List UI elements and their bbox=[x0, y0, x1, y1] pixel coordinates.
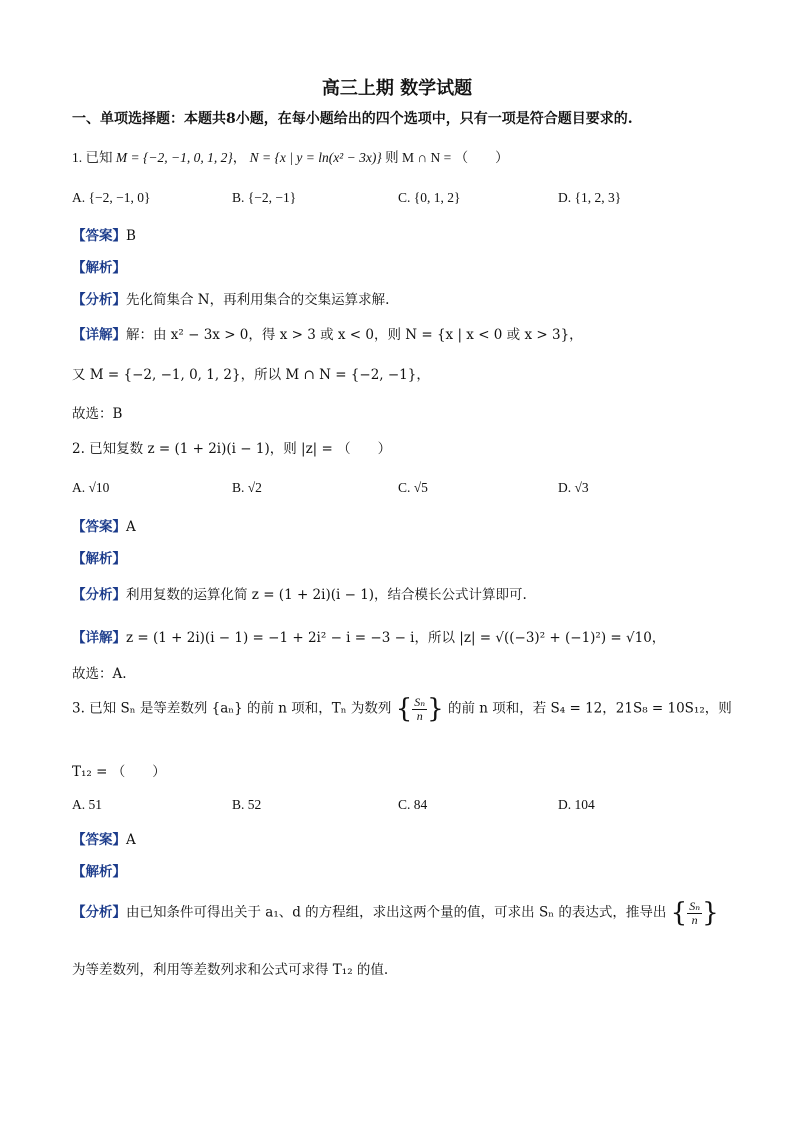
q1-option-b: B. {−2, −1} bbox=[232, 190, 297, 205]
q2-fenxi-text: 利用复数的运算化简 z = (1 + 2i)(i − 1)，结合模长公式计算即可. bbox=[126, 587, 527, 603]
q3-stem-part1: 3. 已知 Sₙ 是等差数列 {aₙ} 的前 n 项和，Tₙ 为数列 bbox=[72, 700, 392, 717]
analysis-label: 【解析】 bbox=[72, 260, 126, 276]
q2-answer bbox=[72, 515, 136, 535]
fenxi-label: 【分析】 bbox=[72, 292, 126, 308]
q1-set-m: M = {−2, −1, 0, 1, 2} bbox=[115, 150, 233, 165]
q2-analysis-heading bbox=[72, 547, 126, 567]
q2-options bbox=[72, 480, 732, 498]
left-brace-icon: { bbox=[395, 694, 413, 725]
q3-fenxi bbox=[72, 898, 719, 929]
q1-option-d: D. {1, 2, 3} bbox=[558, 190, 622, 205]
q1-options bbox=[72, 190, 732, 208]
q3-fenxi-text: 由已知条件可得出关于 a₁、d 的方程组，求出这两个量的值，可求出 Sₙ 的表达式，推导出 bbox=[126, 904, 667, 921]
q1-set-n: N = {x | y = ln(x² − 3x)} bbox=[249, 150, 382, 165]
q2-conclusion: 故选：A. bbox=[72, 666, 127, 682]
section-heading: 一、单项选择题：本题共8小题，在每小题给出的四个选项中，只有一项是符合题目要求的. bbox=[72, 111, 633, 127]
q1-conclusion: 故选：B bbox=[72, 406, 123, 422]
q3-stem-line2: T₁₂ = （ ） bbox=[72, 764, 166, 780]
q1-analysis-heading bbox=[72, 256, 126, 276]
xiangjie-label: 【详解】 bbox=[72, 327, 126, 343]
q2-fenxi bbox=[72, 583, 527, 603]
q1-answer-value: B bbox=[126, 228, 136, 244]
q3-stem-line1 bbox=[72, 694, 732, 725]
left-brace-icon: { bbox=[670, 898, 688, 929]
fraction-numerator: Sₙ bbox=[414, 695, 426, 709]
q2-option-d: D. √3 bbox=[558, 480, 589, 495]
q2-option-c: C. √5 bbox=[398, 480, 428, 495]
answer-label: 【答案】 bbox=[72, 832, 126, 848]
q3-fraction bbox=[412, 696, 427, 722]
q1-fenxi bbox=[72, 288, 389, 308]
fenxi-label: 【分析】 bbox=[72, 587, 126, 603]
q2-stem: 2. 已知复数 z = (1 + 2i)(i − 1)，则 |z| = （ ） bbox=[72, 441, 392, 457]
right-brace-icon: } bbox=[427, 694, 444, 725]
q3-answer bbox=[72, 828, 136, 848]
q3-option-b: B. 52 bbox=[232, 797, 262, 812]
q2-xiangjie-text: z = (1 + 2i)(i − 1) = −1 + 2i² − i = −3 − i，所以 |z| = √((−3)² + (−1)²) = √10， bbox=[126, 630, 666, 646]
analysis-label: 【解析】 bbox=[72, 864, 126, 880]
right-brace-icon: } bbox=[702, 898, 719, 929]
q1-fenxi-text: 先化简集合 N，再利用集合的交集运算求解. bbox=[126, 292, 390, 308]
fraction-denominator: n bbox=[691, 912, 698, 927]
analysis-label: 【解析】 bbox=[72, 551, 126, 567]
q1-xiangjie-line1: 解：由 x² − 3x > 0，得 x > 3 或 x < 0，则 N = {x | x < 0 或 x > 3}， bbox=[126, 327, 583, 343]
q2-answer-value: A bbox=[126, 519, 136, 535]
q3-option-d: D. 104 bbox=[558, 797, 595, 812]
q3-stem-part2: 的前 n 项和，若 S₄ = 12，21S₈ = 10S₁₂，则 bbox=[447, 700, 732, 717]
q2-option-a: A. √10 bbox=[72, 480, 110, 495]
fraction-numerator: Sₙ bbox=[689, 899, 701, 913]
q3-fenxi-fraction bbox=[687, 900, 702, 926]
fraction-denominator: n bbox=[416, 708, 423, 723]
q3-options bbox=[72, 797, 732, 815]
q2-xiangjie bbox=[72, 626, 665, 646]
q1-stem: 1. 已知 M = {−2, −1, 0, 1, 2}， N = {x | y = ln(x² − 3x)} 则 M ∩ N = （ ） bbox=[72, 150, 509, 165]
q1-xiangjie bbox=[72, 323, 583, 343]
q1-option-a: A. {−2, −1, 0} bbox=[72, 190, 151, 205]
q3-option-a: A. 51 bbox=[72, 797, 102, 812]
q3-option-c: C. 84 bbox=[398, 797, 428, 812]
q3-analysis-heading bbox=[72, 860, 126, 880]
q1-xiangjie-line2: 又 M = {−2, −1, 0, 1, 2}，所以 M ∩ N = {−2, −1}， bbox=[72, 367, 430, 383]
xiangjie-label: 【详解】 bbox=[72, 630, 126, 646]
fenxi-label: 【分析】 bbox=[72, 904, 126, 921]
page-title: 高三上期 数学试题 bbox=[321, 78, 473, 99]
q1-answer bbox=[72, 224, 136, 244]
answer-label: 【答案】 bbox=[72, 519, 126, 535]
q1-prefix: 1. 已知 bbox=[72, 150, 113, 165]
q1-option-c: C. {0, 1, 2} bbox=[398, 190, 461, 205]
q3-answer-value: A bbox=[126, 832, 136, 848]
q2-option-b: B. √2 bbox=[232, 480, 262, 495]
q1-suffix: 则 M ∩ N = （ ） bbox=[385, 150, 509, 165]
answer-label: 【答案】 bbox=[72, 228, 126, 244]
q3-fenxi-line2: 为等差数列，利用等差数列求和公式可求得 T₁₂ 的值. bbox=[72, 962, 389, 978]
